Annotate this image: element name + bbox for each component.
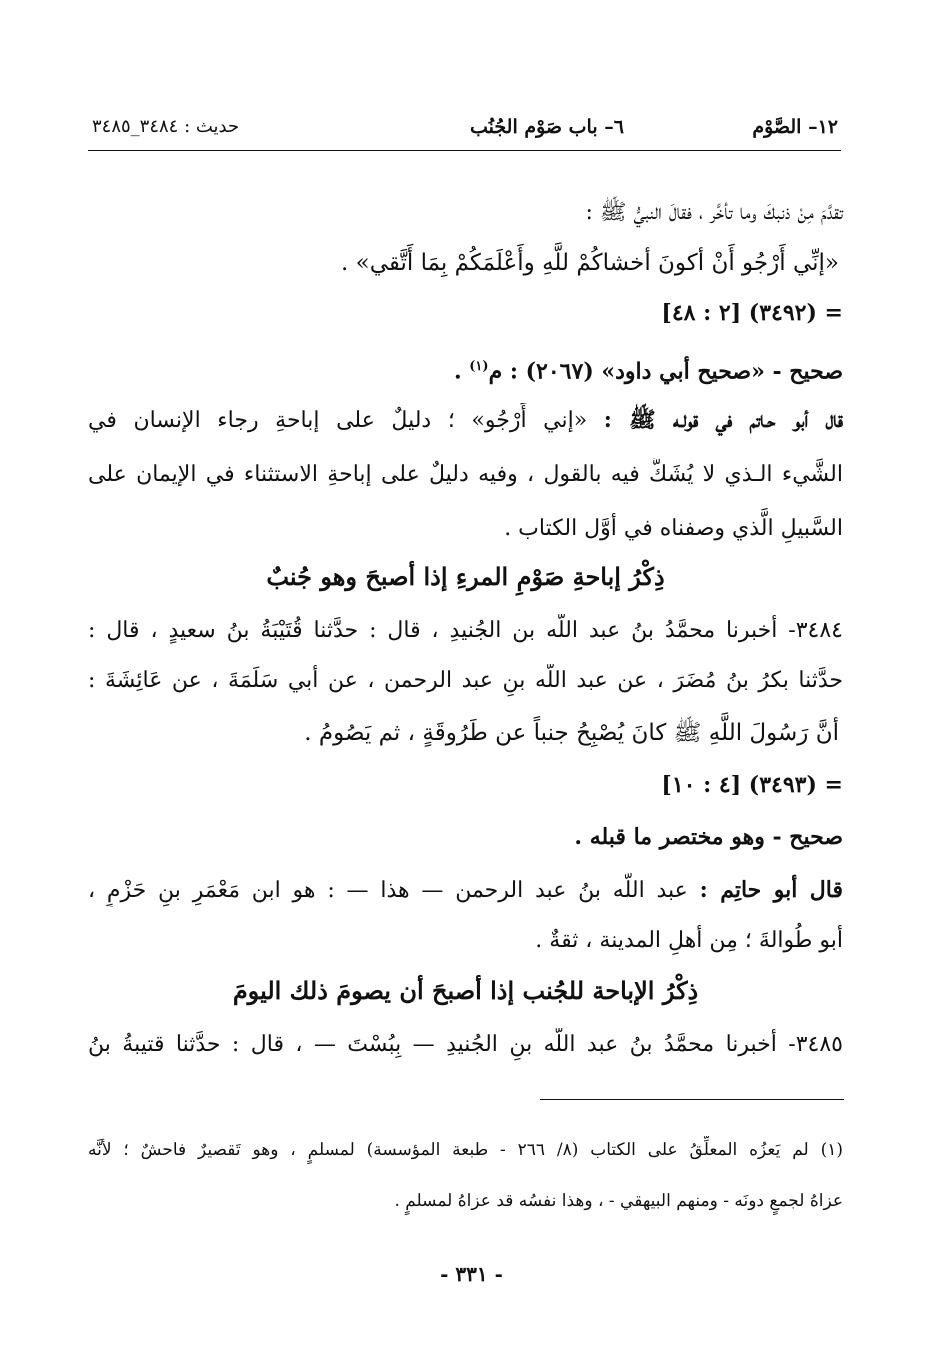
header-hadith-range: حديث : ٣٤٨٤_٣٤٨٥: [92, 116, 240, 137]
commentary-line-2: الشَّيء الـذي لا يُشَكُّ فيه بالقول ، وفيه دليلٌ على إباحةِ الاستثناء في الإيمان على: [88, 462, 843, 487]
header-chapter: ١٢– الصَّوْم: [752, 116, 838, 138]
footnote-divider: [540, 1099, 844, 1100]
commentary-line-5: أبو طُوالةَ ؛ مِن أهلِ المدينة ، ثقةٌ .: [535, 928, 843, 953]
hadith-3484-line-2: حدَّثنا بكرُ بنُ مُضَرَ ، عن عبد اللَّه بنِ عبد الرحمن ، عن أبي سَلَمَةَ ، عن عَائِشَةَ :: [88, 668, 843, 693]
header-divider: [88, 150, 841, 151]
section-heading-1: ذِكْرُ إباحةِ صَوْمِ المرءِ إذا أصبحَ وهو جُنبٌ: [266, 562, 665, 591]
grading-line-2: صحيح - وهو مختصر ما قبله .: [574, 824, 843, 850]
reference-line-2: = (٣٤٩٣) [٤ : ١٠]: [661, 772, 843, 798]
header-section: ٦– باب صَوْم الجُنُب: [470, 116, 624, 138]
hadith-3485-line-1: ٣٤٨٥- أخبرنا محمَّدُ بنُ عبد اللَّه بنِ الجُنيدِ — بِبُسْتَ — ، قال : حدَّثنا قتيبةُ بنُ: [88, 1032, 843, 1057]
grading-line-1: [454, 350, 843, 388]
grading-text: صحيح - «صحيح أبي داود» (٢٠٦٧) : م: [488, 358, 843, 385]
footnote-marker[interactable]: (١): [469, 359, 489, 374]
footnote-line-1: (١) لم يَعزُه المعلِّقُ على الكتاب (٨/ ٢٦٦ - طبعة المؤسسة) لمسلمٍ ، وهو تَقصيرٌ فاحشٌ ؛ لأنَّه: [88, 1140, 843, 1160]
page-number: - ٣٣١ -: [440, 1262, 503, 1286]
commentary-text-2: عبد اللَّه بنُ عبد الرحمن — هذا — : هو ابن مَعْمَرِ بنِ حَزْمٍ ،: [88, 878, 700, 903]
commentary-line-4: [88, 873, 843, 907]
section-heading-2: ذِكْرُ الإباحة للجُنب إذا أصبحَ أن يصومَ ذلك اليومَ: [232, 976, 699, 1005]
commentary-line-3: السَّبيلِ الَّذي وصفناه في أوَّل الكتاب .: [504, 516, 843, 541]
commentary-speaker-2: قال أبو حاتِم :: [699, 877, 843, 903]
footnote-line-2: عزاهُ لجمعٍ دونَه - ومنهم البيهقي - ، وهذا نفسُه قد عزاهُ لمسلمٍ .: [394, 1191, 843, 1211]
commentary-line-1: [88, 403, 843, 437]
grading-end: .: [453, 358, 470, 385]
hadith-3484-line-1: ٣٤٨٤- أخبرنا محمَّدُ بنُ عبد اللَّه بن الجُنيدِ ، قال : حدَّثنا قُتَيْبَةُ بنُ سعيدٍ ، قال :: [88, 618, 843, 643]
quote-line: «إنِّي أَرْجُو أَنْ أكونَ أخشاكُمْ للَّهِ وأَعْلَمَكُمْ بِمَا أَتَّقي» .: [341, 250, 839, 276]
commentary-speaker: قال أبو حـاتم في قولـه ﷺ :: [603, 407, 843, 433]
hadith-3484-matn: أنَّ رَسُولَ اللَّهِ ﷺ كانَ يُصْبِحُ جنباً عن طَرُوقَةٍ ، ثم يَصُومُ .: [304, 720, 839, 746]
reference-line-1: = (٣٤٩٢) [٢ : ٤٨]: [661, 300, 843, 326]
commentary-text: «إني أَرْجُو» ؛ دليلٌ على إباحةِ رجاء الإنسان في: [88, 408, 604, 433]
text-line-1: تقدَّمَ مِنْ ذنبكَ وما تأخَّر ، فقالَ النبيُّ ﷺ :: [585, 200, 843, 225]
